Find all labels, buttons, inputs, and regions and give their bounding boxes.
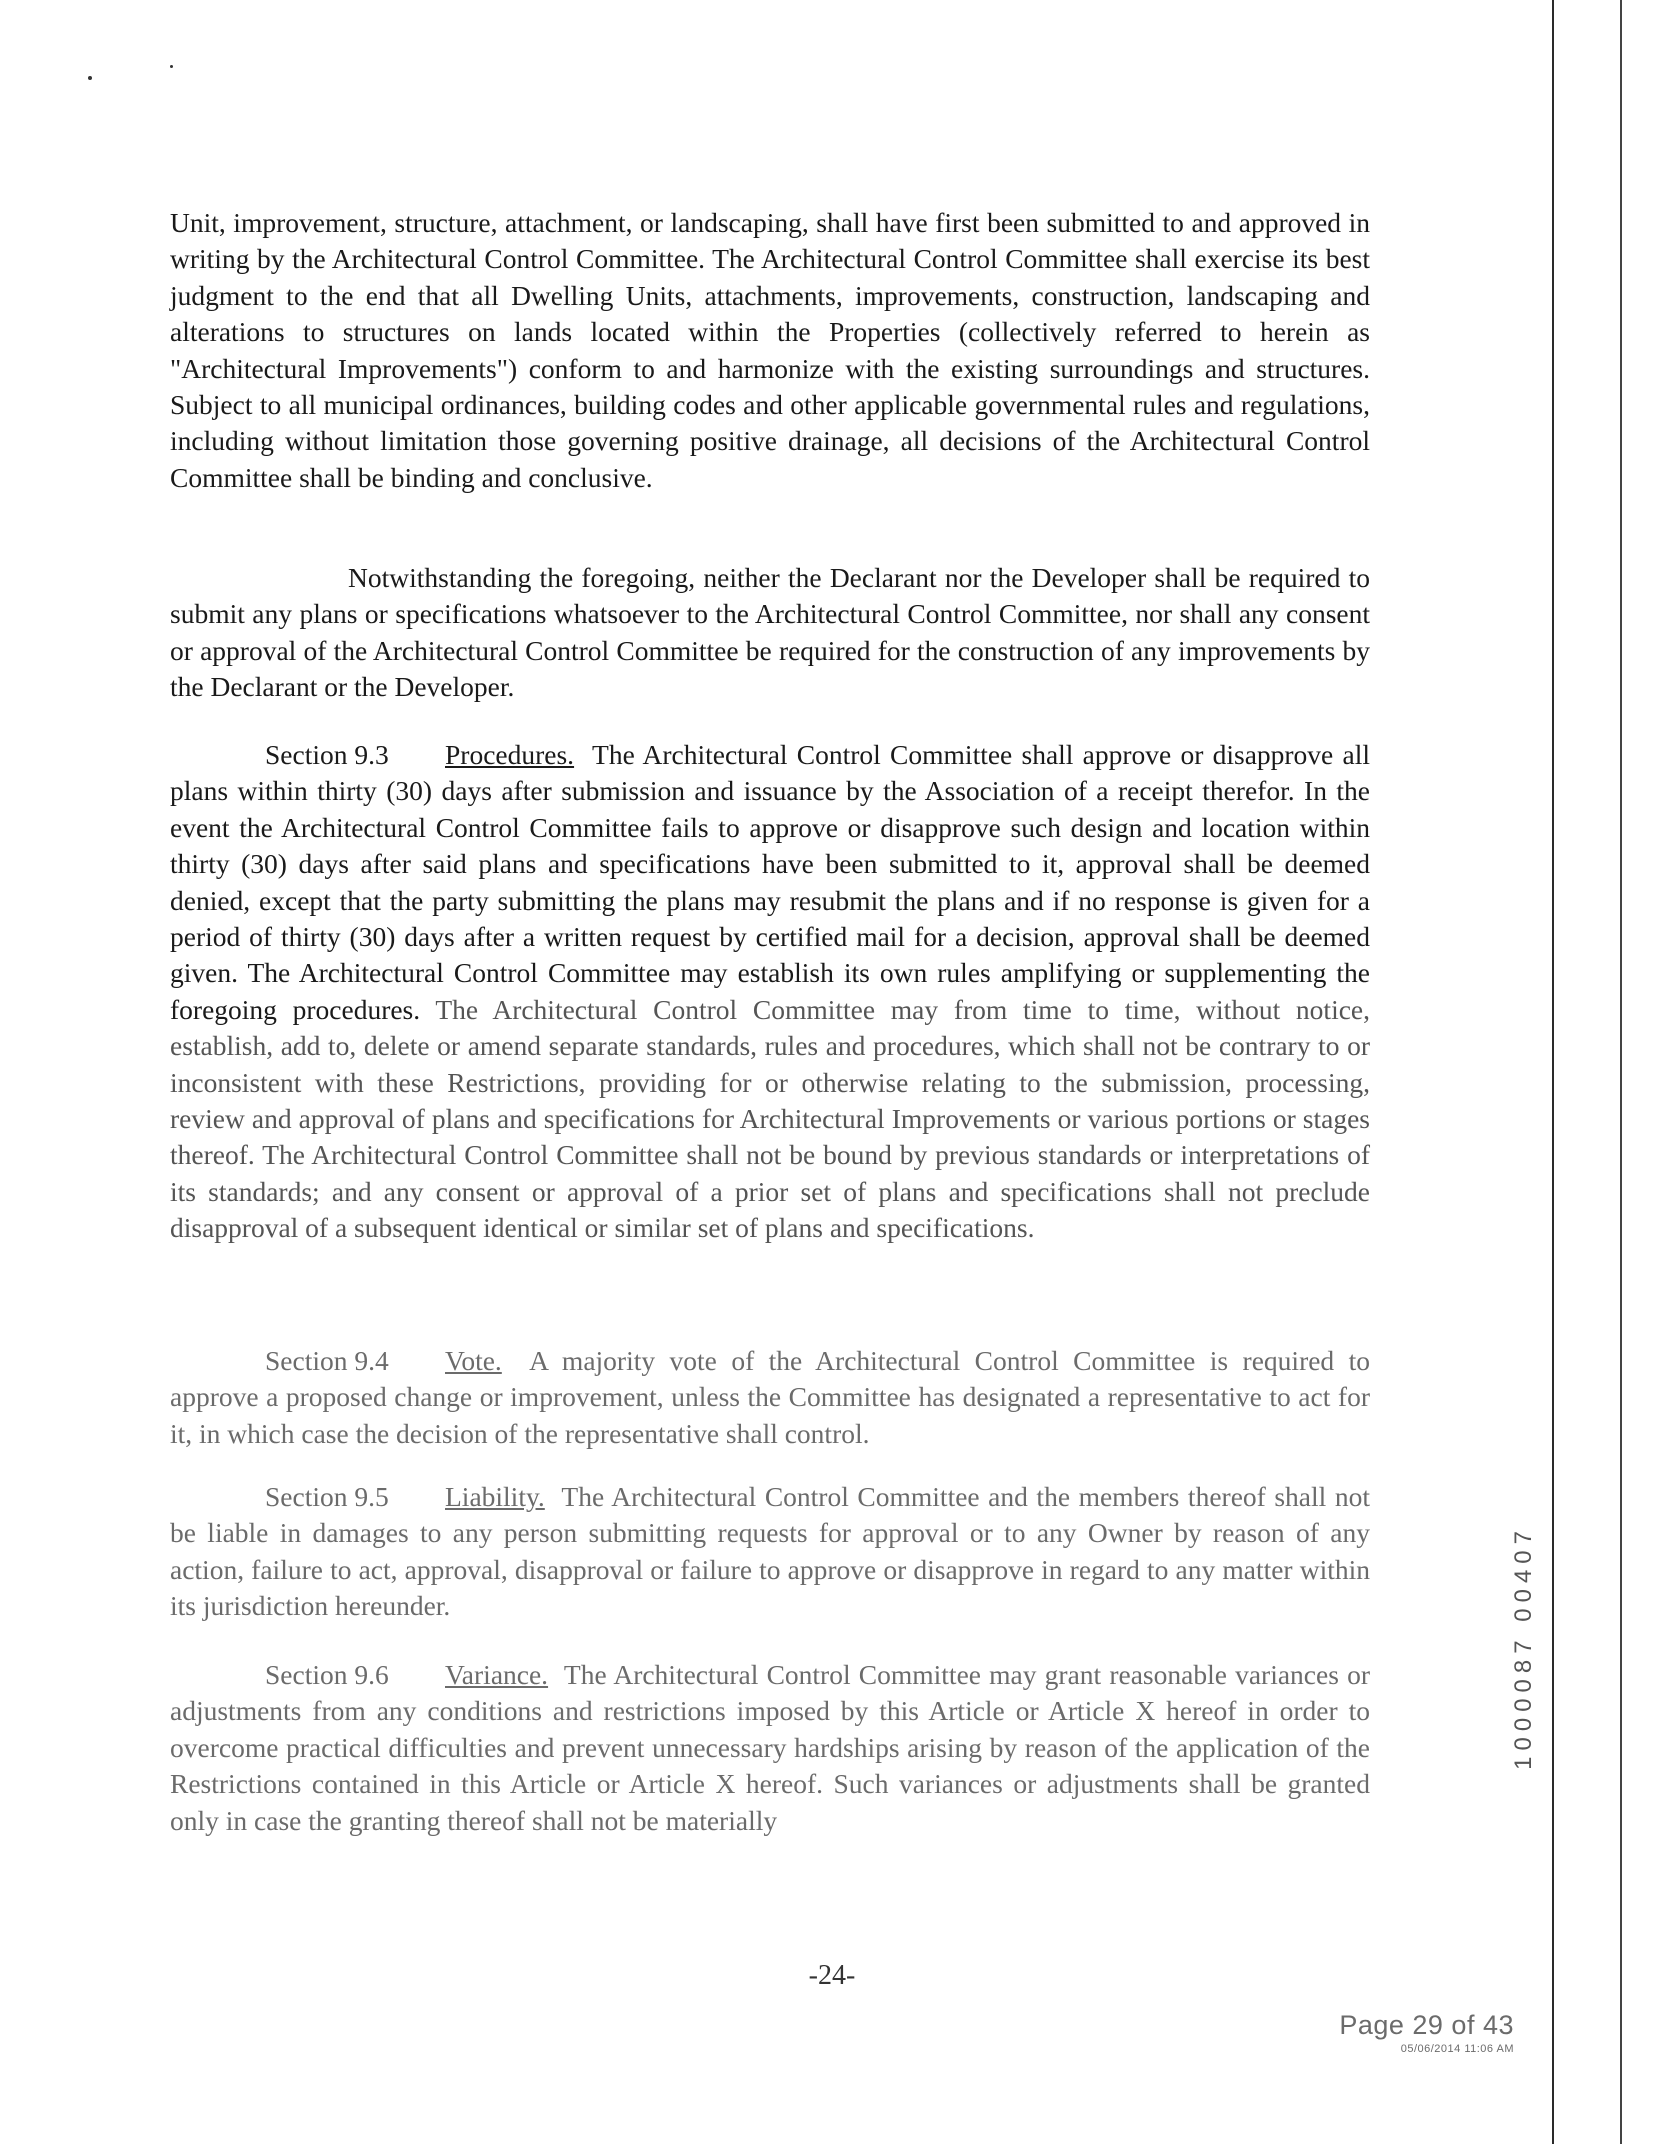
section-9-6 [170,1657,1370,1839]
section-body: A majority vote of the Architectural Control Committee is required to approve a proposed change or improvement, unless the Committee has designated a representative to act for it, in which case the decision of the representative shall control. [170,1345,1371,1449]
scan-edge-line [1620,0,1622,2144]
stamp-datetime: 05/06/2014 11:06 AM [1400,2043,1514,2055]
paragraph-1 [170,205,1370,496]
section-body: The Architectural Control Committee shall approve or disapprove all plans within thirty (30) days after submission and issuance by the Association of a receipt therefor. In the event the Architectural Control Committee fails to approve or disapprove such design and location within thirty (30) days after said plans and specifications have been submitted to it, approval shall be deemed denied, except that the party submitting the plans may resubmit the plans and if no response is given for a period of thirty (30) days after a written request by certified mail for a decision, approval shall be deemed given. The Architectural Control Committee may establish its own rules amplifying or supplementing the foregoing procedures. [170,739,1370,1025]
section-label: Section 9.5 [265,1481,389,1512]
section-title: Procedures. [445,739,575,770]
section-body: The Architectural Control Committee and the members thereof shall not be liable in damages to any person submitting requests for approval or to any Owner by reason of any action, failure to act, approval, disapproval or failure to approve or disapprove in regard to any matter within its jurisdiction hereunder. [170,1481,1370,1622]
paragraph-text: Unit, improvement, structure, attachment, or landscaping, shall have first been submitted to and approved in writing by the Architectural Control Committee. The Architectural Control Committee shall exercise its best judgment to the end that all Dwelling Units, attachments, improvements, construction, landscaping and alterations to structures on lands located within the Properties (collectively referred to herein as "Architectural Improvements") conform to and harmonize with the existing surroundings and structures. Subject to all municipal ordinances, building codes and other applicable governmental rules and regulations, including without limitation those governing positive drainage, all decisions of the Architectural Control Committee shall be binding and conclusive. [170,207,1370,493]
page-number: -24- [808,1960,856,1991]
scan-speck [170,65,173,68]
section-9-3 [170,737,1370,1247]
margin-record-number: 1000087 00407 [1510,1525,1537,1770]
section-title: Liability. [445,1481,545,1512]
section-body: The Architectural Control Committee may grant reasonable variances or adjustments from any conditions and restrictions imposed by this Article or Article X hereof in order to overcome practical difficulties and prevent unnecessary hardships arising by reason of the application of the Restrictions contained in this Article or Article X hereof. Such variances or adjustments shall be granted only in case the granting thereof shall not be materially [170,1659,1370,1836]
section-title: Vote. [445,1345,502,1376]
section-label: Section 9.6 [265,1659,389,1690]
scan-edge-line [1552,0,1554,2144]
section-label: Section 9.4 [265,1345,389,1376]
section-title: Variance. [445,1659,549,1690]
section-9-5 [170,1479,1370,1625]
scan-speck [88,76,92,80]
section-body-continued: The Architectural Control Committee may from time to time, without notice, establish, add to, delete or amend separate standards, rules and procedures, which shall not be contrary to or inconsistent with these Restrictions, providing for or otherwise relating to the submission, processing, review and approval of plans and specifications for Architectural Improvements or various portions or stages thereof. The Architectural Control Committee shall not be bound by previous standards or interpretations of its standards; and any consent or approval of a prior set of plans and specifications shall not preclude disapproval of a subsequent identical or similar set of plans and specifications. [170,993,1371,1244]
stamp-page-count: Page 29 of 43 [1339,2010,1514,2040]
section-9-4 [170,1343,1370,1452]
paragraph-text: Notwithstanding the foregoing, neither the Declarant nor the Developer shall be required to submit any plans or specifications whatsoever to the Architectural Control Committee, nor shall any consent or approval of the Architectural Control Committee be required for the construction of any improvements by the Declarant or the Developer. [170,562,1370,703]
recording-stamp [1339,2010,1514,2055]
paragraph-2 [170,560,1370,706]
section-label: Section 9.3 [265,739,389,770]
